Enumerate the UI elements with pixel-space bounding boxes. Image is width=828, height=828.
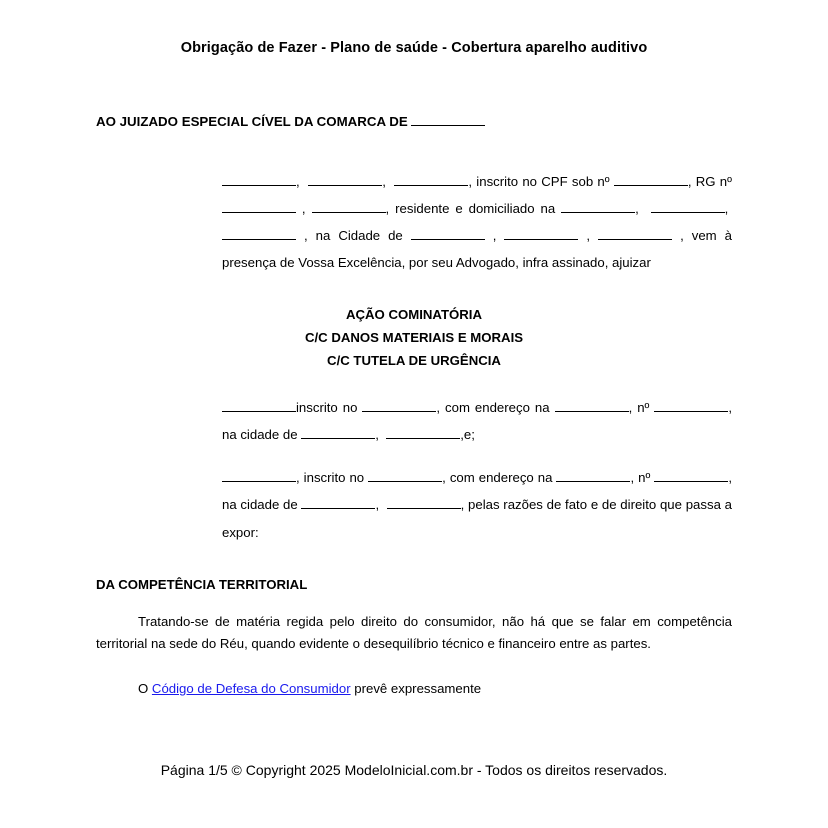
blank-field — [651, 199, 725, 213]
qualification-text-2: , RG nº — [687, 173, 732, 189]
blank-field — [561, 199, 635, 213]
blank-field — [222, 469, 296, 483]
court-heading — [96, 112, 732, 132]
blank-field — [222, 399, 296, 413]
cdc-link[interactable]: Código de Defesa do Consumidor — [151, 681, 351, 697]
party-two-text-3: , nº — [630, 470, 651, 486]
blank-field — [301, 496, 375, 510]
action-title-line-1: AÇÃO COMINATÓRIA — [345, 307, 482, 323]
blank-field — [411, 227, 485, 241]
closing-line: e de direito que passa a expor: — [222, 497, 732, 540]
blank-field — [504, 227, 578, 241]
party-one-block — [222, 394, 732, 545]
blank-field — [312, 199, 386, 213]
blank-field — [386, 426, 460, 440]
blank-field — [301, 426, 375, 440]
court-heading-blank — [411, 112, 485, 126]
qualification-text-6: Advogado, infra assinado, ajuizar — [455, 255, 651, 271]
action-title-line-2: C/C DANOS MATERIAIS E MORAIS — [304, 329, 524, 345]
section-paragraph-competencia: Tratando-se de matéria regida pelo direito do consumidor, não há que se falar em competência territorial na sede do Réu, quando evidente o desequilíbrio técnico e financeiro entre as partes. — [96, 613, 732, 652]
party-two-paragraph: , inscrito no , com endereço na , nº , na cidade de , , pelas razões de fato e de direito que passa a expor: — [222, 470, 732, 540]
qualification-paragraph: , , , inscrito no CPF sob nº , RG nº , , residente e domiciliado na , , , na Cidade de , , , vem à presença de Vossa Excelência, por seu Advogado, infra assinado, ajuizar — [222, 173, 732, 271]
party-one-text-2: , com endereço na — [436, 400, 550, 416]
blank-field — [556, 469, 630, 483]
party-two-text-4: , na cidade de — [222, 470, 732, 513]
document-body — [96, 112, 732, 701]
blank-field — [222, 172, 296, 186]
qualification-text-4: , na Cidade de — [304, 228, 403, 244]
cdc-suffix: prevê expressamente — [350, 681, 482, 697]
party-one-text-3: , nº — [628, 400, 650, 416]
section-heading-competencia: DA COMPETÊNCIA TERRITORIAL — [96, 576, 308, 592]
qualification-text-1: , inscrito no CPF sob nº — [468, 173, 610, 189]
cdc-prefix: O — [138, 681, 152, 697]
party-two-text-2: , com endereço na — [442, 470, 553, 486]
blank-field — [394, 172, 468, 186]
party-one-text-4: , na cidade de — [222, 400, 733, 443]
page-footer: Página 1/5 © Copyright 2025 ModeloInicial.com.br - Todos os direitos reservados. — [160, 762, 668, 778]
cdc-paragraph — [96, 678, 732, 701]
party-two-text-5: , pelas razões de fato — [460, 497, 588, 513]
blank-field — [387, 496, 461, 510]
party-one-text-1: inscrito no — [296, 400, 358, 416]
document-title: Obrigação de Fazer - Plano de saúde - Cobertura aparelho auditivo — [180, 40, 648, 56]
party-two-text-1: , inscrito no — [296, 470, 365, 486]
qualification-block — [222, 168, 732, 276]
blank-field — [654, 399, 728, 413]
blank-field — [222, 199, 296, 213]
qualification-text-5: , vem à presença de Vossa Excelência, por seu — [222, 228, 732, 271]
blank-field — [654, 469, 728, 483]
blank-field — [598, 227, 672, 241]
party-one-paragraph: inscrito no , com endereço na , nº , na cidade de , ,e; — [222, 400, 733, 443]
party-one-text-5: ,e; — [460, 427, 475, 443]
qualification-text-3: , residente e domiciliado na — [385, 201, 556, 216]
action-title-line-3: C/C TUTELA DE URGÊNCIA — [327, 352, 501, 368]
court-heading-text: AO JUIZADO ESPECIAL CÍVEL DA COMARCA DE — [96, 114, 408, 129]
blank-field — [308, 172, 382, 186]
blank-field — [368, 469, 442, 483]
blank-field — [555, 399, 629, 413]
blank-field — [222, 227, 296, 241]
blank-field — [362, 399, 436, 413]
blank-field — [614, 172, 688, 186]
